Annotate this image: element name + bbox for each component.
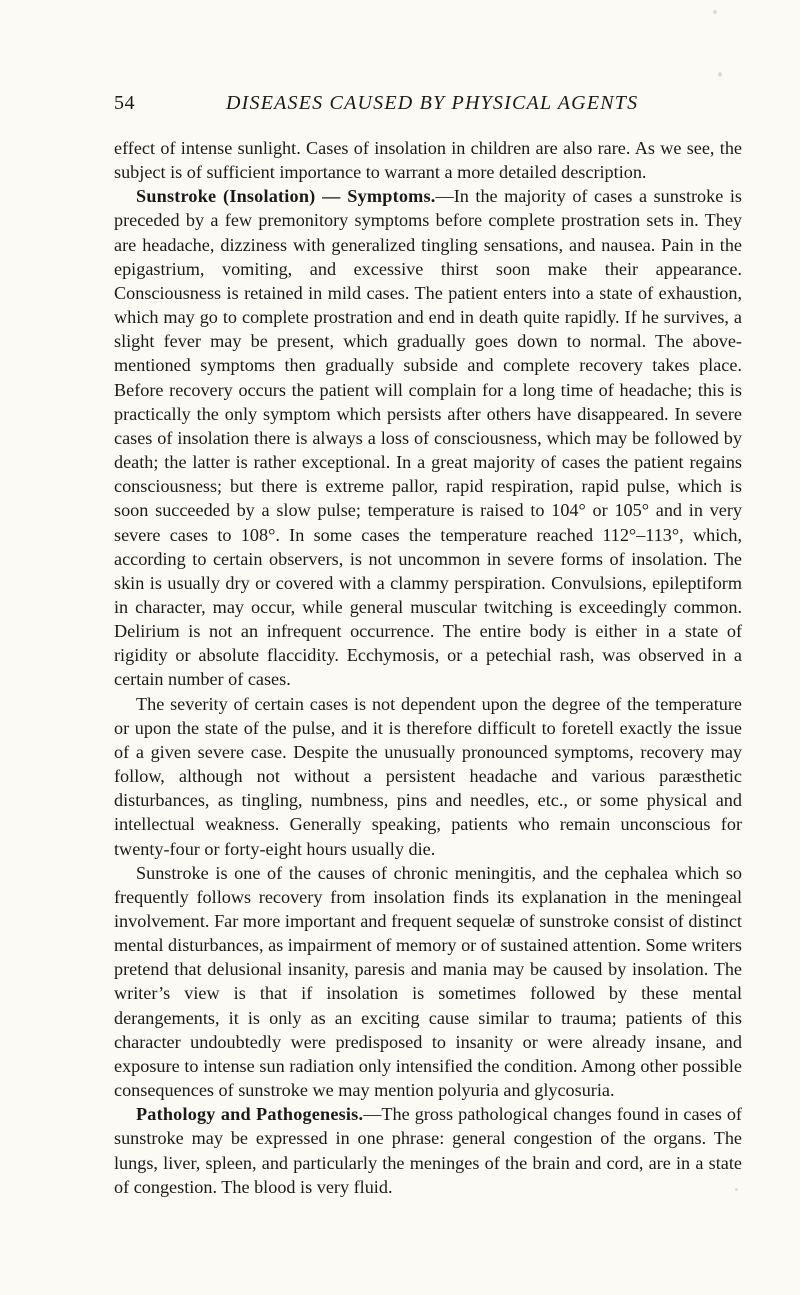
page-number: 54 [114,92,135,114]
paragraph-text: —In the majority of cases a sunstroke is preceded by a few premonitory symptoms before complete prostration sets in. They are headache, dizziness with generalized tingling sensations, and nausea. Pain in the epigastrium, vomiting, and excessive thirst soon make their appearance. Consciousness is retained in mild cases. The patient enters into a state of exhaustion, which may go to complete prostration and end in death quite rapidly. If he survives, a slight fever may be present, which gradually goes down to normal. The above-mentioned symptoms then gradually subside and complete recovery takes place. Before recovery occurs the patient will complain for a long time of headache; this is practically the only symptom which persists after others have disappeared. In severe cases of insolation there is always a loss of consciousness, which may be followed by death; the latter is rather exceptional. In a great majority of cases the patient regains consciousness; but there is extreme pallor, rapid respiration, rapid pulse, which is soon succeeded by a slow pulse; temperature is raised to 104° or 105° and in very severe cases to 108°. In some cases the temperature reached 112°–113°, which, according to certain observers, is not uncommon in severe forms of insolation. The skin is usually dry or covered with a clammy perspiration. Convulsions, epileptiform in character, may occur, while general muscular twitching is exceedingly common. Delirium is not an infrequent occurrence. The entire body is either in a state of rigidity or absolute flaccidity. Ecchymosis, or a petechial rash, was observed in a certain number of cases. [114,186,742,690]
running-title: DISEASES CAUSED BY PHYSICAL AGENTS [226,92,639,114]
paragraph-pathology [114,1102,742,1199]
page-header [110,92,750,124]
paragraph-sequelae [114,861,742,1103]
ink-speck [718,72,722,77]
section-heading-pathology: Pathology and Pathogenesis. [136,1104,364,1125]
paragraph-text: —The gross pathological changes found in cases of sunstroke may be expressed in one phrase: general congestion of the organs. The lungs, liver, spleen, and particularly the meninges of the brain and cord, are in a state of congestion. The blood is very fluid. [114,1104,742,1197]
paragraph-text: Sunstroke is one of the causes of chronic meningitis, and the cephalea which so frequently follows recovery from insolation finds its explanation in the meningeal involvement. Far more important and frequent sequelæ of sunstroke consist of distinct mental disturbances, as impairment of memory or of sustained attention. Some writers pretend that delusional insanity, paresis and mania may be caused by insolation. The writer’s view is that if insolation is sometimes followed by these mental derangements, it is only as an exciting cause similar to trauma; patients of this character undoubtedly were predisposed to insanity or were already insane, and exposure to intense sun radiation only intensified the condition. Among other possible consequences of sunstroke we may mention polyuria and glycosuria. [114,862,742,1101]
ink-speck [713,10,717,14]
paragraph-severity [114,692,742,861]
paragraph-text: effect of intense sunlight. Cases of insolation in children are also rare. As we see, the subject is of sufficient importance to warrant a more detailed description. [114,138,742,183]
paragraph-text: The severity of certain cases is not dependent upon the degree of the temperature or upon the state of the pulse, and it is therefore difficult to foretell exactly the issue of a given severe case. Despite the unusually pronounced symptoms, recovery may follow, although not without a persistent headache and various paræsthetic disturbances, as tingling, numbness, pins and needles, etc., or some physical and intellectual weakness. Generally speaking, patients who remain unconscious for twenty-four or forty-eight hours usually die. [114,693,742,859]
section-heading-sunstroke: Sunstroke (Insolation) — Symptoms. [136,186,436,207]
paragraph-continuation [114,136,742,184]
paragraph-sunstroke-symptoms [114,184,742,691]
body-text [114,136,742,1199]
